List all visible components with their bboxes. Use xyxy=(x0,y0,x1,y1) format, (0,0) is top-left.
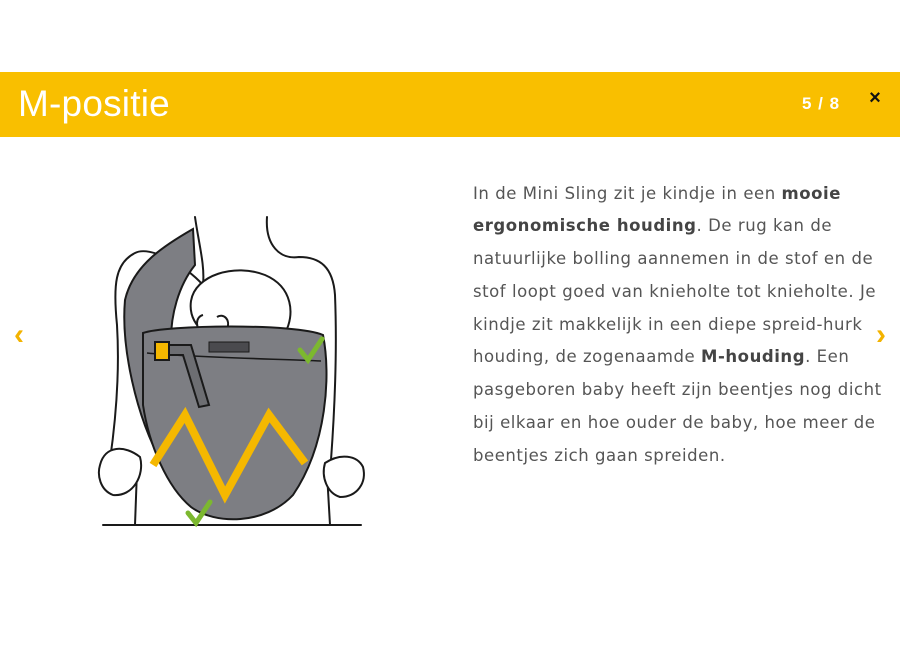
close-button[interactable]: × xyxy=(869,87,881,109)
baby-sling-illustration xyxy=(95,205,375,535)
lightbox-header xyxy=(0,72,900,137)
next-slide-button[interactable]: › xyxy=(876,318,886,351)
slide-counter: 5 / 8 xyxy=(802,94,841,113)
previous-slide-button[interactable]: ‹ xyxy=(14,318,24,351)
description-text: In de Mini Sling zit je kindje in een mooie ergonomische houding. De rug kan de natuurlijke bolling aannemen in de stof en de stof loopt goed van knieholte tot knieholte. Je kindje zit makkelijk in een diepe spreid-hurk houding, de zogenaamde M-houding. Een pasgeboren baby heeft zijn beentjes nog dicht bij elkaar en hoe ouder de baby, hoe meer de beentjes zich gaan spreiden. xyxy=(473,183,882,465)
page-title: M-positie xyxy=(18,83,170,124)
